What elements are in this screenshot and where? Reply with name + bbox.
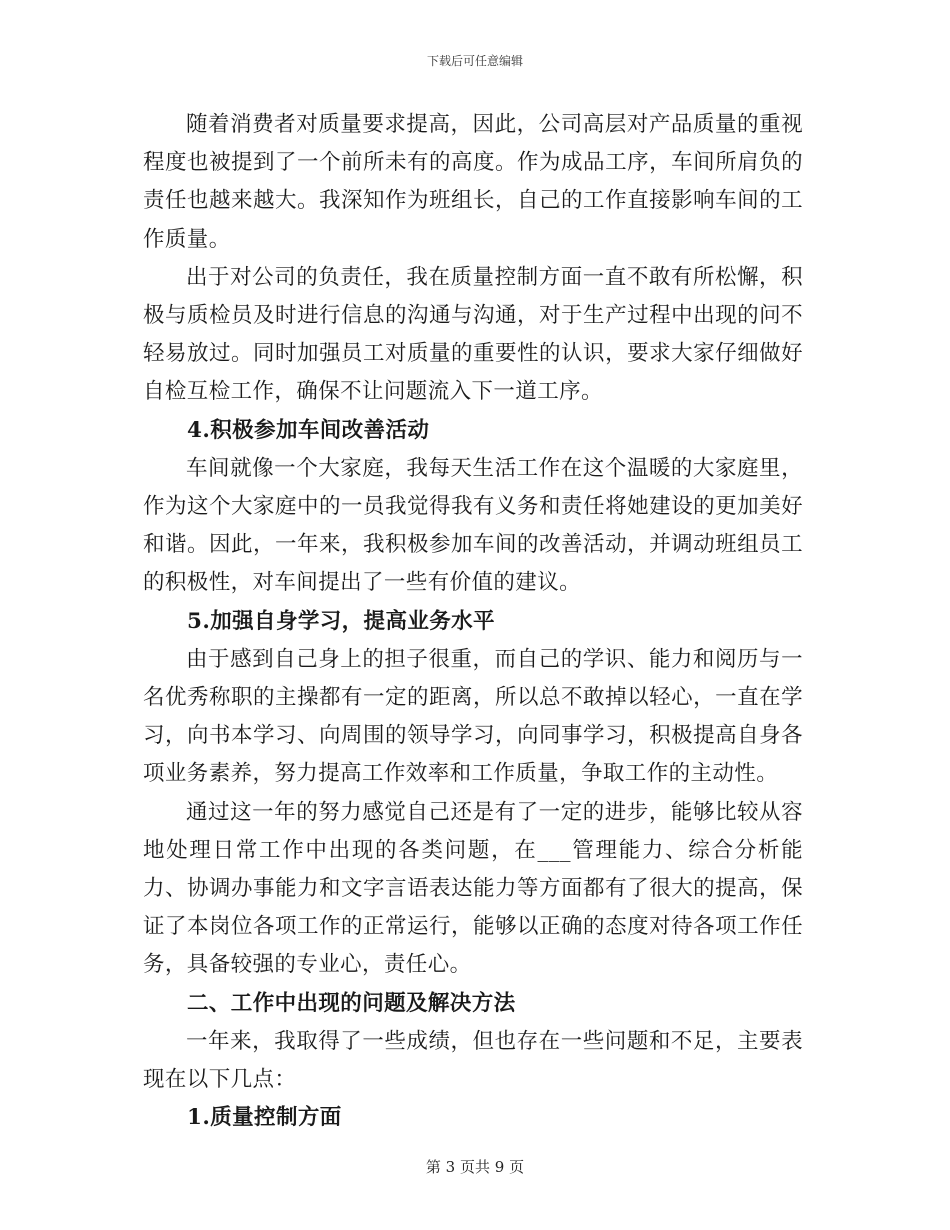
paragraph-workshop-family: 车间就像一个大家庭，我每天生活工作在这个温暖的大家庭里，作为这个大家庭中的一员我觉得我有义务和责任将她建设的更加美好和谐。因此，一年来，我积极参加车间的改善活动，并调动班组员工的积极性，对车间提出了一些有价值的建议。 — [143, 455, 803, 596]
heading-quality-control-aspect: 1.质量控制方面 — [187, 1105, 342, 1131]
paragraph-progress: 通过这一年的努力感觉自己还是有了一定的进步，能够比较从容地处理日常工作中出现的各类问题，在___管理能力、综合分析能力、协调办事能力和文字言语表达能力等方面都有了很大的提高，保证了本岗位各项工作的正常运行，能够以正确的态度对待各项工作任务，具备较强的专业心，责任心。 — [143, 799, 803, 978]
heading-problems-solutions: 二、工作中出现的问题及解决方法 — [187, 990, 516, 1016]
page-header: 下载后可任意编辑 — [426, 54, 523, 68]
paragraph-quality-awareness: 随着消费者对质量要求提高，因此，公司高层对产品质量的重视程度也被提到了一个前所未有的高度。作为成品工序，车间所肩负的责任也越来越大。我深知作为班组长，自己的工作直接影响车间的工作质量。 — [143, 112, 803, 252]
page-footer: 第 3 页共 9 页 — [425, 1158, 525, 1176]
document-body — [143, 106, 803, 1137]
heading-workshop-improvement: 4.积极参加车间改善活动 — [187, 417, 430, 443]
paragraph-quality-control: 出于对公司的负责任，我在质量控制方面一直不敢有所松懈，积极与质检员及时进行信息的沟通与沟通，对于生产过程中出现的问不轻易放过。同时加强员工对质量的重要性的认识，要求大家仔细做好自检互检工作，确保不让问题流入下一道工序。 — [143, 264, 803, 405]
heading-self-study: 5.加强自身学习，提高业务水平 — [187, 608, 495, 634]
paragraph-self-study: 由于感到自己身上的担子很重，而自己的学识、能力和阅历与一名优秀称职的主操都有一定的距离，所以总不敢掉以轻心，一直在学习，向书本学习、向周围的领导学习，向同事学习，积极提高自身各项业务素养，努力提高工作效率和工作质量，争取工作的主动性。 — [143, 646, 803, 787]
paragraph-problems-intro: 一年来，我取得了一些成绩，但也存在一些问题和不足，主要表现在以下几点： — [143, 1028, 803, 1093]
